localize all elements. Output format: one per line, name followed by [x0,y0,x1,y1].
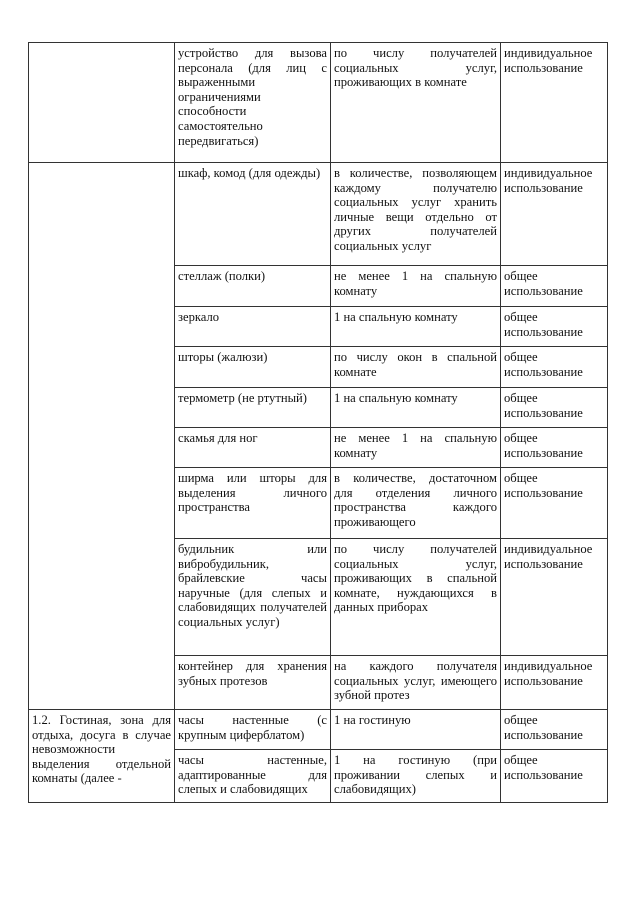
category-cell [29,163,175,710]
quantity-cell: в количестве, позволяющем каждому получателю социальных услуг хранить личные вещи отдельно от других получателей социальных услуг [331,163,501,266]
item-cell: будильник или вибробудильник, брайлевские часы наручные (для слепых и слабовидящих получателей социальных услуг) [175,539,331,656]
quantity-cell: 1 на спальную комнату [331,307,501,347]
usage-cell: общее использование [501,307,608,347]
item-cell: скамья для ног [175,428,331,468]
quantity-cell: не менее 1 на спальную комнату [331,266,501,307]
item-cell: стеллаж (полки) [175,266,331,307]
table-row [29,710,608,750]
quantity-cell: по числу окон в спальной комнате [331,347,501,388]
usage-cell: общее использование [501,266,608,307]
table-row [29,163,608,266]
usage-cell: индивидуальное использование [501,656,608,710]
category-cell [29,43,175,163]
usage-cell: общее использование [501,388,608,428]
usage-cell: общее использование [501,468,608,539]
item-cell: шторы (жалюзи) [175,347,331,388]
usage-cell: общее использование [501,750,608,803]
item-cell: термометр (не ртутный) [175,388,331,428]
quantity-cell: 1 на гостиную (при проживании слепых и слабовидящих) [331,750,501,803]
quantity-cell: по числу получателей социальных услуг, проживающих в комнате [331,43,501,163]
item-cell: часы настенные, адаптированные для слепых и слабовидящих [175,750,331,803]
quantity-cell: в количестве, достаточном для отделения личного пространства каждого проживающего [331,468,501,539]
usage-cell: индивидуальное использование [501,539,608,656]
equipment-table [28,42,608,803]
quantity-cell: 1 на спальную комнату [331,388,501,428]
category-cell: 1.2. Гостиная, зона для отдыха, досуга в случае невозможности выделения отдельной комнаты (далее - [29,710,175,803]
item-cell: устройство для вызова персонала (для лиц с выраженными ограничениями способности самостоятельно передвигаться) [175,43,331,163]
quantity-cell: по числу получателей социальных услуг, проживающих в спальной комнате, нуждающихся в данных приборах [331,539,501,656]
usage-cell: общее использование [501,347,608,388]
usage-cell: общее использование [501,710,608,750]
table-row [29,43,608,163]
item-cell: ширма или шторы для выделения личного пространства [175,468,331,539]
usage-cell: индивидуальное использование [501,163,608,266]
usage-cell: общее использование [501,428,608,468]
item-cell: часы настенные (с крупным циферблатом) [175,710,331,750]
item-cell: контейнер для хранения зубных протезов [175,656,331,710]
usage-cell: индивидуальное использование [501,43,608,163]
quantity-cell: на каждого получателя социальных услуг, имеющего зубной протез [331,656,501,710]
item-cell: зеркало [175,307,331,347]
quantity-cell: 1 на гостиную [331,710,501,750]
item-cell: шкаф, комод (для одежды) [175,163,331,266]
quantity-cell: не менее 1 на спальную комнату [331,428,501,468]
